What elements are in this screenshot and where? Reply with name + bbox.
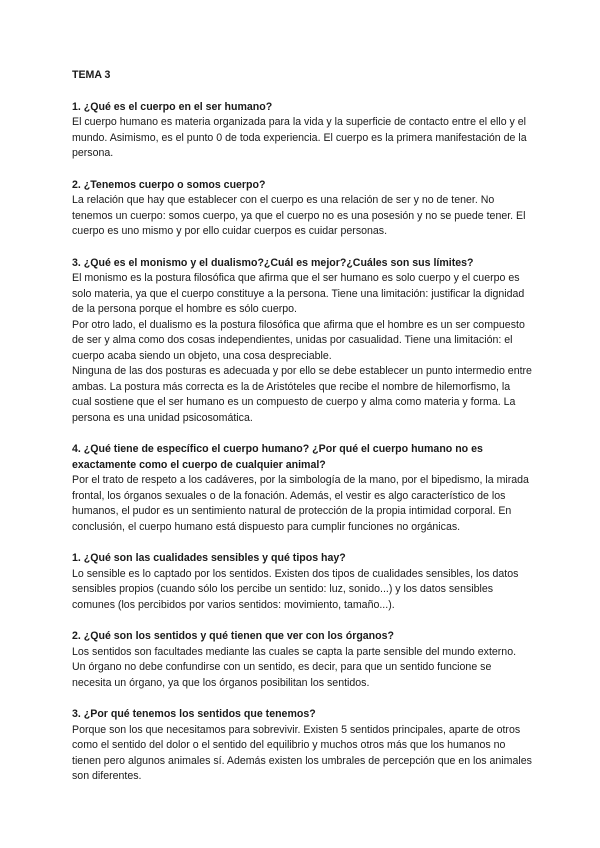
answer-paragraph: Lo sensible es lo captado por los sentidos. Existen dos tipos de cualidades sensibles, los datos sensibles propios (cuando sólo los percibe un sentido: luz, sonido...) y los datos sensibles comunes (los percibidos por varios sentidos: movimiento, tamaño...).: [72, 567, 519, 611]
answer-paragraph: Los sentidos son facultades mediante las cuales se capta la parte sensible del mundo externo. Un órgano no debe confundirse con un sentido, es decir, para que un sentido funcione se necesita un órgano, ya que los órganos posibilitan los sentidos.: [72, 645, 517, 689]
section-why-senses: [72, 707, 532, 785]
document-title: TEMA 3: [72, 69, 111, 81]
section-monism-dualism: [72, 256, 532, 427]
question-heading: 1. ¿Qué son las cualidades sensibles y qué tipos hay?: [72, 552, 346, 564]
answer-paragraph: Por otro lado, el dualismo es la postura filosófica que afirma que el hombre es un ser compuesto de ser y alma como dos cosas independientes, unidas por casualidad. Tiene una limitación: el cuerpo acaba siendo un objeto, una cosa despreciable.: [72, 318, 525, 362]
answer-paragraph: Ninguna de las dos posturas es adecuada y por ello se debe establecer un punto intermedio entre ambas. La postura más correcta es la de Aristóteles que recibe el nombre de hilemorfismo, la cual sostiene que el ser humano es un compuesto de cuerpo y alma como materia y forma. La persona es una unidad psicosomática.: [72, 365, 532, 424]
document-page: [72, 68, 532, 801]
section-senses-organs: [72, 629, 532, 691]
answer-paragraph: El cuerpo humano es materia organizada para la vida y la superficie de contacto entre el ello y el mundo. Asimismo, es el punto 0 de toda experiencia. El cuerpo es la primera manifestación de la persona.: [72, 116, 527, 159]
question-heading: 2. ¿Qué son los sentidos y qué tienen que ver con los órganos?: [72, 630, 394, 642]
section-human-body-specifics: [72, 442, 532, 535]
answer-paragraph: Porque son los que necesitamos para sobrevivir. Existen 5 sentidos principales, aparte de otros como el sentido del dolor o el sentido del equilibrio y muchos otros más que los humanos no tienen pero algunos animales sí. Además existen los umbrales de percepción que en los animales son diferentes.: [72, 723, 532, 782]
section-have-or-be-body: [72, 178, 532, 240]
question-heading: 4. ¿Qué tiene de específico el cuerpo humano? ¿Por qué el cuerpo humano no es exactamente como el cuerpo de cualquier animal?: [72, 443, 483, 471]
question-heading: 2. ¿Tenemos cuerpo o somos cuerpo?: [72, 178, 266, 191]
section-sensible-qualities: [72, 551, 532, 613]
section-body-definition: [72, 100, 532, 162]
answer-paragraph: La relación que hay que establecer con el cuerpo es una relación de ser y no de tener. No tenemos un cuerpo: somos cuerpo, ya que el cuerpo no es una posesión y no se puede tener. El cuerpo es uno mismo y por ello cuidar cuerpos es cuidar personas.: [72, 194, 526, 237]
question-heading: 3. ¿Por qué tenemos los sentidos que tenemos?: [72, 708, 316, 720]
answer-paragraph: Por el trato de respeto a los cadáveres, por la simbología de la mano, por el bipedismo, la mirada frontal, los órganos sexuales o de la fonación. Además, el vestir es algo característico de los humanos, el pudor es un sentimiento natural de protección de la propia intimidad corporal. En conclusión, el cuerpo humano está dispuesto para cumplir funciones no orgánicas.: [72, 474, 529, 533]
question-heading: 1. ¿Qué es el cuerpo en el ser humano?: [72, 100, 273, 113]
answer-paragraph: El monismo es la postura filosófica que afirma que el ser humano es solo cuerpo y el cuerpo es solo materia, ya que el cuerpo constituye a la persona. Tiene una limitación: justificar la dignidad de la persona porque el hombre es sólo cuerpo.: [72, 272, 525, 315]
question-heading: 3. ¿Qué es el monismo y el dualismo?¿Cuál es mejor?¿Cuáles son sus límites?: [72, 256, 474, 269]
